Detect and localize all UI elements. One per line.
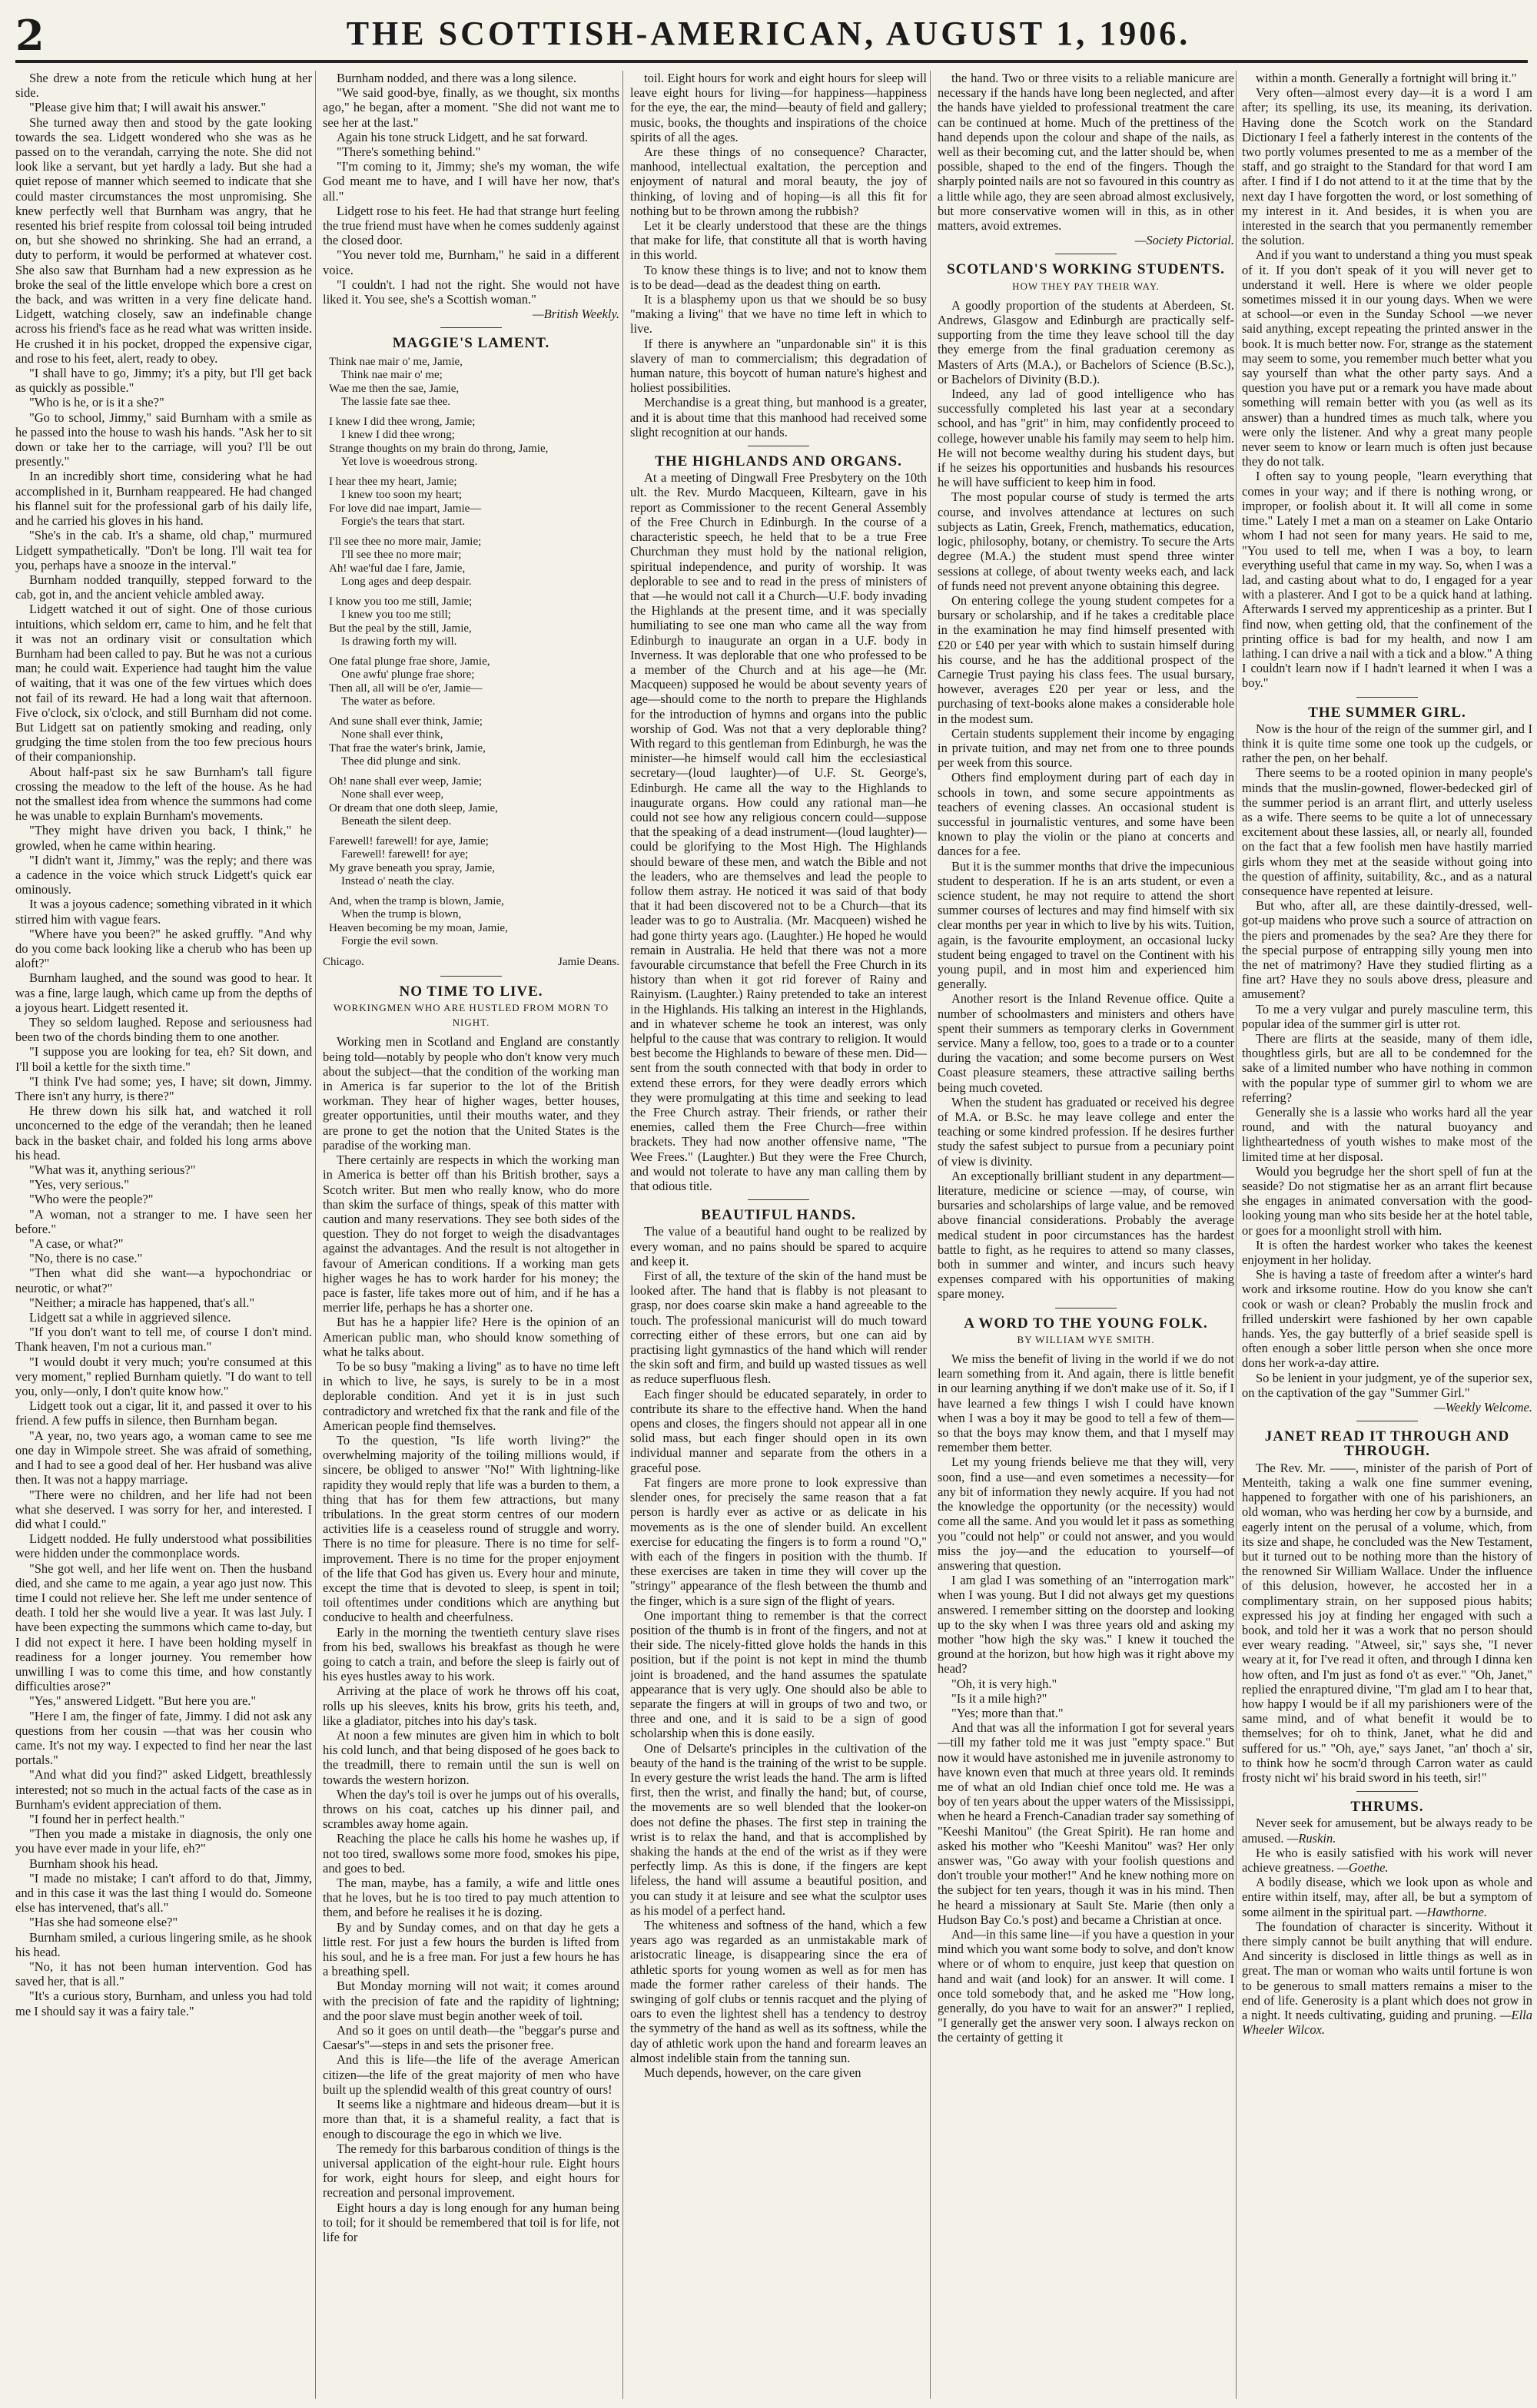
poem-line: Yet love is woeedrous strong.: [341, 456, 478, 469]
separator: [1356, 697, 1418, 698]
article-byline: BY WILLIAM WYE SMITH.: [1017, 1333, 1155, 1345]
poem-line: Farewell! farewell! for aye;: [341, 848, 469, 861]
poem-line: I'll see thee no more mair, Jamie;: [329, 535, 482, 548]
paragraph: Others find employment during part of each day in schools in town, and some secure appointments as teachers of evening classes. An occasional student is successful in journalistic ventures, and some have been known to play the violin or the piano at concerts and dances for a fee.: [938, 770, 1234, 859]
poem-line: Beneath the silent deep.: [341, 815, 452, 828]
paragraph: "A case, or what?": [29, 1236, 124, 1252]
poem-line: Strange thoughts on my brain do throng, Jamie,: [329, 442, 549, 455]
paragraph: "You never told me, Burnham," he said in a different voice.: [323, 247, 619, 277]
poem-line: But the peal by the still, Jamie,: [329, 622, 472, 635]
thrum-source: —Goethe.: [1337, 1859, 1389, 1875]
paragraph: About half-past six he saw Burnham's tall figure crossing the meadow to the left of the house. As he had not the smallest idea from whence the summons had come he was unable to explain Burnham's movements.: [15, 764, 312, 824]
paragraph: An exceptionally brilliant student in any department—literature, medicine or science —may, of course, win bursaries and scholarships of large value, and be removed above financial considerations. Probably the average medical student in poor circumstances has the hardest battle to fight, as he requires to attend so many classes, both in summer and winter, and incurs such heavy expenses compared with his opportunities of making spare money.: [938, 1168, 1234, 1302]
article-continuation: [1242, 71, 1532, 691]
paragraph: To be so busy "making a living" as to have no time left in which to live, he says, is surely to be in a most deplorable condition. And yet it is in just such contradictory and wretched fix that the rank and file of the American people find themselves.: [323, 1358, 619, 1433]
poem-stanza: [323, 775, 619, 829]
poem-title: MAGGIE'S LAMENT.: [392, 335, 550, 352]
paragraph: "She's in the cab. It's a shame, old chap," murmured Lidgett sympathetically. "Don't be long. I'll wait tea for you, perhaps have a snooze in the interval.": [15, 528, 312, 572]
column-divider: [622, 71, 623, 2399]
article-title: THE SUMMER GIRL.: [1308, 704, 1466, 721]
paragraph: It is a blasphemy upon us that we should be so busy "making a living" that we have no time left in which to live.: [630, 292, 927, 337]
paragraph: "Has she had someone else?": [29, 1915, 178, 1930]
paragraph: One of Delsarte's principles in the cultivation of the beauty of the hand is the training of the wrist to be supple. In every gesture the wrist leads the hand. The arm is lifted first, then the wrist, and finally the hand; but, of course, the movements are so well blended that the looker-on does not define the phases. The first step in training the wrist is to relax the hand, and that is accomplished by shaking the hands at the end of the wrist as if they were perfectly limp. As this is done, if the fingers are kept lifeless, the hand will assume a beautiful position, and you can study it at leisure and see what the sculptor uses as his model of a perfect hand.: [630, 1740, 927, 1918]
paragraph: At a meeting of Dingwall Free Presbytery on the 10th ult. the Rev. Murdo Macqueen, Kiltearn, gave in his report as Commissioner to the recent General Assembly of the Free Church in Edinburgh. In the course of a characteristic speech, he held that to be a true Free Churchman they must hold by the national religion, spiritual independence, and purity of worship. It was deplorable to see and to read in the press of ministers of that —he would not call it a Church—U.F. body invading the Highlands at the present time, and it was specially humiliating to see one man who came all the way from Edinburgh to inaugurate an organ in a U.F. body in Inverness. It was deplorable that one who professed to be a member of the Church and at his age—he (Mr. Macqueen) supposed he would be about seventy years of age—should come to the north to prepare the Highlands for the introduction of hymns and organs into the public worship of God. Was not that a very deplorable thing? With regard to this gentleman from Edinburgh, he was the minister—he himself would call him the ecclesiastical secretary—(loud laughter)—of U.F. St. George's, Edinburgh. He came all the way to the Highlands to inaugurate organs. How could any rational man—he could not see how any religious concern could—suppose that the speaking of a dead instrument—(loud laughter)—could be glorifying to the Most High. The Highlands should beware of these men, and watch the Bible and not the leaders, who are themselves and lead the people to follow them astray. He noticed it was said of that body that it had been discovered not to be a Church—that its leader was to go to Australia. (Mr. Macqueen) wished he had gone thirty years ago. (Laughter.) He hoped he would remain in Australia. He held that there was not a more favourable circumstance that befell the Free Church in its history than when it got rid forever of Rainy and Rainyism. (Laughter.) Rainy pretended to take an interest in the Highlands. His talking an interest in the Highlands, and in whatever scheme he took an interest, was only helpful to the cause that was contrary to religion. It would best become the Highlands to beware of these men. Did—sent from the south connected with that body in order to extend these errors, for they were deadly errors which they were promulgating at this time and seeking to lead the Free Church astray. Their friends, or rather their enemies, called them the Free Church—free within brackets. They had now another offensive name, "The Wee Frees." (Laughter.) But they were the Free Church, and would not tolerate to have any man calling them by that odious title.: [630, 470, 927, 1194]
thrum-source: —Ella Wheeler Wilcox.: [1242, 2008, 1532, 2038]
article-continuation: [630, 71, 927, 439]
poem-stanza: [323, 356, 619, 410]
paragraph: Eight hours a day is long enough for any human being to toil; for it should be remembered that toil is for life, not life for: [323, 2200, 619, 2244]
paragraph: Indeed, any lad of good intelligence who has successfully completed his last year at a secondary school, and has "grit" in him, may confidently proceed to college, however unable his family may seem to help him. He will not become wealthy during his student days, but if he seizes his opportunities and husbands his resources he will have sufficient to keep him in food.: [938, 386, 1234, 490]
paragraph: By and by Sunday comes, and on that day he gets a little rest. For just a few hours the burden is lifted from his soul, and he is a free man. For just a few hours he has a breathing spell.: [323, 1919, 619, 1979]
paragraph: In an incredibly short time, considering what he had accomplished in it, Burnham reappeared. He had changed his flannel suit for the professional garb of his daily life, and he carried his gloves in his hand.: [15, 469, 312, 529]
article-title: THRUMS.: [1350, 1799, 1424, 1816]
paragraph: "If you don't want to tell me, of course I don't mind. Thank heaven, I'm not a curious man.": [15, 1325, 312, 1355]
poem-signature: [323, 955, 619, 970]
paragraph: She turned away then and stood by the gate looking towards the sea. Lidgett wondered who she was as he passed on to the verandah, carrying the note. She did not look like a servant, but yet hardly a lady. But she had a quiet repose of manner which seemed to indicate that she could master circumstances the most unpromising. She knew perfectly well that Burnham was angry, that he resented his brief respite from colossal toil being intruded on, but she showed no shrinking. She had an errand, a duty to perform, it would be performed at whatever cost. She also saw that Burnham had a new expression as he broke the seal of the little envelope which bore a crest on the back, and was written in a very fine delicate hand. Lidgett, watching closely, saw an indefinable change across his friend's face as he read what was written inside. He crushed it in his pocket, dropped the expensive cigar, and rose to his feet, alert, ready to obey.: [15, 114, 312, 366]
paragraph: "Then what did she want—a hypochondriac or neurotic, or what?": [15, 1265, 312, 1295]
paragraph: There seems to be a rooted opinion in many people's minds that the muslin-gowned, flower-bedecked girl of the summer period is an arrant flirt, and utterly useless as a wife. There seems to be quite a lot of unnecessary excitement about these lassies, all, or nearly all, founded on the fact that a few foolish men have hastily married girls whom they met at the seaside without going into the question of affinity, suitability, &c., and as a natural consequence have repented at leisure.: [1242, 765, 1532, 898]
paragraph: Would you begrudge her the short spell of fun at the seaside? Do not stigmatise her as an arrant flirt because she engages in animated conversation with the good-looking young man who sits beside her at the hotel table, or goes for a moonlight stroll with him.: [1242, 1163, 1532, 1238]
column-4: [938, 71, 1234, 2399]
paragraph: Burnham laughed, and the sound was good to hear. It was a fine, large laugh, which came up from the depths of a joyous heart. Lidgett resented it.: [15, 970, 312, 1015]
article-continuation: [938, 71, 1234, 233]
paragraph: Reaching the place he calls his home he washes up, if not too tired, swallows some more food, smokes his pipe, and goes to bed.: [323, 1831, 619, 1876]
paragraph: There certainly are respects in which the working man in America is better off than his British brother, says a Scotch writer. But men who really know, who do more than skim the surface of things, speak of this matter with caution and many reservations. They see both sides of the question. They do not forget to weigh the disadvantages against the advantages. And the result is not altogether in favour of American conditions. If a working man gets higher wages he has to work harder for his money; the pace is faster, life takes more out of him, and if he has a merrier life, perhaps he has a shorter one.: [323, 1153, 619, 1315]
paragraph: the hand. Two or three visits to a reliable manicure are necessary if the hands have long been neglected, and after the hands have yielded to professional treatment the care can be continued at home. Much of the prettiness of the hand depends upon the colour and shape of the nails, as well as their becoming cut, and the latter should be, when possible, shaped to the end of the fingers. Though the sharply pointed nails are not so favoured in this country as a little while ago, they are seen abroad almost exclusively, but more conservative women will in this, as in other matters, avoid extremes.: [938, 71, 1234, 234]
paragraph: I am glad I was something of an "interrogation mark" when I was young. But I did not always get my questions answered. I remember sitting on the doorstep and looking up to the sky when I was three years old and asking my mother "how high the sky was." I knew it touched the ground at the horizon, but how high was it right above my head?: [938, 1573, 1234, 1677]
paragraph: So be lenient in your judgment, ye of the superior sex, on the captivation of the gay "Summer Girl.": [1242, 1370, 1532, 1400]
article-title: A WORD TO THE YOUNG FOLK.: [964, 1315, 1208, 1332]
thrum-text: A bodily disease, which we look upon as whole and entire within itself, may, after all, be but a symptom of some ailment in the spiritual part.: [1242, 1875, 1532, 1919]
paragraph: "A year, no, two years ago, a woman came to see me one day in Wimpole street. She was afraid of something, and I had to see a good deal of her. Her husband was alive then. It was not a happy marriage.: [15, 1428, 312, 1488]
thrum-source: —Hawthorne.: [1415, 1904, 1487, 1919]
paragraph: "We said good-bye, finally, as we thought, six months ago," he began, after a moment. "She did not want me to see her at the last.": [323, 85, 619, 130]
paragraph: "Yes; more than that.": [951, 1705, 1064, 1720]
article-body: [938, 298, 1234, 1302]
paragraph: "It's a curious story, Burnham, and unless you had told me I should say it was a fairy tale.": [15, 1988, 312, 2018]
poem-line: Wae me then the sae, Jamie,: [329, 382, 460, 395]
paragraph: "Where have you been?" he asked gruffly. "And why do you come back looking like a cherub who has been up aloft?": [15, 926, 312, 971]
poem-line: Then all, all will be o'er, Jamie—: [329, 682, 483, 695]
thrum-source: —Ruskin.: [1286, 1830, 1336, 1846]
article-body: [1242, 721, 1532, 1400]
paragraph: It is often the hardest worker who takes the keenest enjoyment in her holiday.: [1242, 1237, 1532, 1268]
paragraph: He threw down his silk hat, and watched it roll unconcerned to the edge of the verandah; then he leaned back in the basket chair, and folded his long arms above his head.: [15, 1103, 312, 1163]
poem-line: I'll see thee no more mair;: [341, 549, 462, 562]
paragraph: "And what did you find?" asked Lidgett, breathlessly interested; not so much in the actual facts of the case as in Burnham's evident appreciation of them.: [15, 1767, 312, 1812]
paragraph: And—in this same line—if you have a question in your mind which you want some body to solve, and don't know where or of whom to enquire, just keep that question on hand and wait (and look) for an answer. It will come. I once told somebody that, and he asked me "How long, generally, do you have to wait for an answer?" I replied, "I generally get the answer very soon. I always reckon on the certainty of getting it: [938, 1926, 1234, 2045]
poem-line: Think nae mair o' me, Jamie,: [329, 355, 463, 368]
paragraph: Burnham smiled, a curious lingering smile, as he shook his head.: [15, 1929, 312, 1959]
paragraph: I often say to young people, "learn everything that comes in your way; and if there is nothing wrong, or improper, or foolish about it. It will all come in some time." Lately I met a man on a steamer on Lake Ontario whom I had not seen for many years. He said to me, "You used to tell me, when I was a boy, to learn everything useful that came in my way. So, when I was a lad, and casting about what to do, I engaged for a year with a plasterer. And I got to be a quick hand at lathing. Afterwards I served my apprenticeship as a printer. But I find now, when getting old, that the confinement of the printing office is bad for my health, and now I am lathing. I can drive a nail with a tick and a blow." A thing I couldn't learn now if I hadn't learned it when I was a boy.": [1242, 469, 1532, 691]
paragraph: When the day's toil is over he jumps out of his overalls, throws on his coat, catches up his dinner pail, and scrambles away home again.: [323, 1786, 619, 1832]
poem-line: Is drawing forth my will.: [341, 635, 457, 648]
poem-line: The water as before.: [341, 695, 436, 708]
article-body: [630, 470, 927, 1193]
poem-line: I knew you too me still;: [341, 609, 451, 622]
article-body: [938, 1352, 1234, 2045]
poem-line: Forgie the evil sown.: [341, 935, 439, 948]
article-body: [1242, 1461, 1532, 1785]
poem-line: One awfu' plunge frae shore;: [341, 668, 475, 682]
paragraph: Arriving at the place of work he throws off his coat, rolls up his sleeves, knits his brow, grits his teeth, and, like a gladiator, pitches into his day's task.: [323, 1683, 619, 1728]
paragraph: Lidgett took out a cigar, lit it, and passed it over to his friend. A few puffs in silence, then Burnham began.: [15, 1398, 312, 1428]
poem-stanza: [323, 476, 619, 529]
paragraph: "They might have driven you back, I think," he growled, when he came within hearing.: [15, 823, 312, 853]
paragraph: But who, after all, are these daintily-dressed, well-got-up maidens who prove such a source of attraction on the piers and promenades by the sea? Are they there for the special purpose of entrapping silly young men into the net of matrimony? Have they studied flirting as a fine art? Have they no souls above dress, pleasure and amusement?: [1242, 898, 1532, 1002]
poem-line: I knew too soon my heart;: [341, 489, 463, 502]
article-title: BEAUTIFUL HANDS.: [701, 1207, 856, 1224]
paragraph: Let my young friends believe me that they will, very soon, find a use—and even sometimes a necessity—for any bit of information they newly acquire. If you had not the knowledge the opportunity (or the necessity) would come all the same. And you would let it pass as something you "could not help" or could not answer, and you would miss the joy—and the education to yourself—of answering that question.: [938, 1454, 1234, 1573]
paragraph: Working men in Scotland and England are constantly being told—notably by people who don't know very much about the subject—that the condition of the working man in America is far superior to the lot of the British workman. They hear of higher wages, better houses, greater opportunities, until their mouths water, and they are prone to get the notion that the United States is the paradise of the working man.: [323, 1034, 619, 1153]
paragraph: The most popular course of study is termed the arts course, and involves attendance at lectures on such subjects as Latin, Greek, French, mathematics, education, logic, philosophy, botany, or chemistry. To secure the Arts degree (M.A.) the student must spend three winter sessions at college, of about twenty weeks each, and lack of funds need not prevent anyone obtaining this degree.: [938, 489, 1234, 593]
article-title: JANET READ IT THROUGH AND THROUGH.: [1264, 1428, 1510, 1460]
poem-stanza: [323, 595, 619, 649]
paragraph: Burnham shook his head.: [29, 1856, 158, 1871]
paragraph: "A woman, not a stranger to me. I have seen her before.": [15, 1206, 312, 1236]
paragraph: "Is it a mile high?": [951, 1690, 1047, 1706]
separator: [748, 1199, 809, 1200]
paragraph: And so it goes on until death—the "beggar's purse and Caesar's"—steps in and sets the prisoner free.: [323, 2023, 619, 2053]
thrum-item: [1242, 1919, 1532, 2038]
paragraph: Now is the hour of the reign of the summer girl, and I think it is quite time some one took up the cudgels, or rather the pen, on her behalf.: [1242, 721, 1532, 766]
article-subtitle: HOW THEY PAY THEIR WAY.: [1012, 280, 1160, 292]
paragraph: "I'm coming to it, Jimmy; she's my woman, the wife God meant me to have, and I will have her now, that's all.": [323, 159, 619, 204]
paragraph: Lidgett rose to his feet. He had that strange hurt feeling the true friend must have when he comes suddenly against the closed door.: [323, 203, 619, 248]
paragraph: Fat fingers are more prone to look expressive than slender ones, for precisely the same reason that a fat person is hardly ever as active or as delicate in his movements as is the one of slender build. An excellent exercise for educating the fingers is to form a round "O," with each of the fingers in position with the thumb. If these exercises are taken in time they will cover up the "stringy" appearance of the flesh between the thumb and the finger, which is a sure sign of the flight of years.: [630, 1474, 927, 1608]
paragraph: within a month. Generally a fortnight will bring it.": [1256, 71, 1517, 85]
poem-line: Oh! nane shall ever weep, Jamie;: [329, 774, 483, 788]
paragraph: "I made no mistake; I can't afford to do that, Jimmy, and in this case it was the last thing I would do. Someone else has intervened, that's all.": [15, 1870, 312, 1915]
column-divider: [1236, 71, 1237, 2399]
separator: [440, 327, 502, 328]
thrum-text: The foundation of character is sincerity. Without it there simply cannot be built anything that will endure. And sincerity is disclosed in little things as well as in great. The man or woman who waits until fortune is won to be generous to small matters remains a miser to the end of life. Generosity is a plant which does not grow in a night. It needs cultivating, guiding and pruning.: [1242, 1919, 1532, 2022]
poem-line: Long ages and deep despair.: [341, 575, 472, 589]
paragraph: "I found her in perfect health.": [29, 1811, 185, 1826]
paragraph: It seems like a nightmare and hideous dream—but it is more than that, it is a shameful reality, a fact that is enough to discourage the ego in which we live.: [323, 2097, 619, 2141]
poem-stanza: [323, 416, 619, 469]
paragraph: First of all, the texture of the skin of the hand must be looked after. The hand that is flabby is not pleasant to grasp, nor does coarse skin make a hand agreeable to the touch. The professional manicurist will do much toward correcting either of these errors, but one can aid by practising light gymnastics of the hand which will render the skin soft and firm, and build up wasted tissues as well as reduce superfluous flesh.: [630, 1269, 927, 1387]
poem-author: Jamie Deans.: [558, 955, 619, 968]
paragraph: If there is anywhere an "unpardonable sin" it is this slavery of man to commercialism; this degradation of human nature, this boycott of human nature's highest and holiest possibilities.: [630, 336, 927, 396]
paragraph: toil. Eight hours for work and eight hours for sleep will leave eight hours for living—for happiness—happiness for the eye, the ear, the mind—beauty of field and gallery; music, books, the thoughts and inspirations of the choice spirits of all the ages.: [630, 71, 927, 144]
column-divider: [930, 71, 931, 2399]
poem-line: Farewell! farewell! for aye, Jamie;: [329, 834, 489, 847]
poem-line: My grave beneath you spray, Jamie,: [329, 861, 496, 874]
paragraph: Very often—almost every day—it is a word I am after; its spelling, its use, its meaning, its derivation. Having done the Scotch work on the Standard Dictionary I feel a fatherly interest in the contents of the two portly volumes presented to me as a member of the staff, and go straight to the Standard for that word I am after. I find if I do not attend to it at the time that by the next day I have forgotten the word, or lost something of my interest in it. And besides, it is when you are interested in the search that you permanently remember the solution.: [1242, 85, 1532, 248]
paragraph: "I would doubt it very much; you're consumed at this very moment," replied Burnham quietly. "I do want to tell you, only—only, I don't quite know how.": [15, 1354, 312, 1399]
thrum-item: [1242, 1875, 1532, 1919]
paragraph: "Neither; a miracle has happened, that's all.": [29, 1295, 255, 1310]
paragraph: "She got well, and her life went on. Then the husband died, and she came to me again, a year ago just now. This time I could not relieve her. She left me under sentence of death. I told her she would live a year. It was last July. I have been expecting the summons which came to-day, but I did not expect it here. I have been holding myself in readiness for a longer journey. You remember how unwilling I was to come this time, and how constantly difficulties arose?": [15, 1561, 312, 1694]
paragraph: Certain students supplement their income by engaging in private tuition, and may net from one to three pounds per week from this source.: [938, 725, 1234, 771]
paragraph: But has he a happier life? Here is the opinion of an American public man, who should know something of what he talks about.: [323, 1315, 619, 1359]
paragraph: On entering college the young student competes for a bursary or scholarship, and if he takes a creditable place in the examination he may find himself presented with £20 or £40 per year with which to sustain himself during his course, and he has the additional prospect of the Carnegie Trust paying his class fees. The usual bursary, however, averages £20 per year or less, and the purchasing of text-books alone makes a considerable hole in the modest sum.: [938, 592, 1234, 726]
column-1: [15, 71, 312, 2399]
paragraph: The Rev. Mr. ——, minister of the parish of Port of Menteith, taking a walk one fine summer evening, happened to forgather with one of his parishioners, an old woman, who was herding her cow by a burnside, and eagerly intent on the perusal of a volume, which, from its size and shape, he concluded was the New Testament, but it turned out to be nothing more than the history of the renowned Sir William Wallace. Under the influence of this delusion, however, he accosted her in a complimentary strain, on her supposed pious habits; expressed his joy at finding her engaged with such a book, and told her it was a work that no person should ever weary reading. "Atweel, sir," says she, "I never weary at it, for I've read it often, and through I dinna ken how often, and I'm just as fond o't as ever." "Oh, Janet," replied the enraptured divine, "I'm glad am I to hear that, how happy I would be if all my parishioners were of the same mind, and of what benefit it would be to themselves; for oh to think, Janet, what he did and suffered for us." "Oh, aye," says Janet, "an' thoch a' sir, to think how he socm'd through Carron water as cauld frosty nicht wi' his braid sword in his teeth, sir!": [1242, 1460, 1532, 1785]
poem-stanza: [323, 895, 619, 949]
column-3: [630, 71, 927, 2399]
thrum-item: [1242, 1846, 1532, 1875]
poem-line: Forgie's the tears that start.: [341, 516, 466, 529]
poem-line: The lassie fate sae thee.: [341, 396, 451, 409]
source-credit: —Society Pictorial.: [1134, 233, 1234, 248]
paragraph: To the question, "Is life worth living?" the overwhelming majority of the toiling millions would, if sincere, be obliged to answer "No!" With lightning-like rapidity they would reply that life was a burden to them, a thing that has for them few attractions, but many tribulations. In the great storm centres of our modern activities life is a ceaseless round of struggle and worry. There is no time for pleasure. There is no time for self-improvement. There is no time for the proper enjoyment of the life that God has given us. Every hour and minute, except the time that is devoted to sleep, is spent in toil; toil oftentimes under conditions which are anything but conducive to health and cheerfulness.: [323, 1432, 619, 1625]
paragraph: "I suppose you are looking for tea, eh? Sit down, and I'll boil a kettle for the sixth time.": [15, 1044, 312, 1074]
masthead: [0, 0, 1537, 61]
paragraph: And that was all the information I got for several years—till my father told me it was just "empty space." But now it would have astonished me in juvenile astronomy to have known even that much at three years old. It reminds me of what an old Indian chief once told me. He was a boy of ten years about the upper waters of the Mississippi, when he heard a French-Canadian trader say something of "Keeshi Manitou" (the Great Spirit). He ran home and asked his mother who "Keeshi Manitou" was? Her only answer was, "Go away with your foolish questions and don't trouble your mother!" And he knew nothing more on the subject for ten years, though it was in his mind. Then he heard a missionary at Sault Ste. Marie (then only a Hudson Bay Co.'s post) and became a Christian at once.: [938, 1720, 1234, 1927]
poem-line: When the trump is blown,: [341, 908, 462, 921]
thrum-text: He who is easily satisfied with his work will never achieve greatness.: [1242, 1845, 1532, 1875]
paragraph: To me a very vulgar and purely masculine term, this popular idea of the summer girl is utter rot.: [1242, 1001, 1532, 1031]
source-credit: —British Weekly.: [532, 307, 619, 322]
poem-line: And sune shall ever think, Jamie;: [329, 715, 483, 728]
poem-body: [323, 356, 619, 949]
paragraph: Much depends, however, on the care given: [644, 2065, 861, 2081]
poem-line: And, when the tramp is blown, Jamie,: [329, 894, 504, 907]
article-title: NO TIME TO LIVE.: [399, 983, 543, 1000]
poem-line: Think nae mair o' me;: [341, 369, 443, 382]
paragraph: Burnham nodded, and there was a long silence.: [337, 71, 577, 85]
paragraph: "Go to school, Jimmy," said Burnham with a smile as he passed into the house to wash his hands. "Ask her to sit down or take her to the carriage, will you? I'll be out presently.": [15, 410, 312, 469]
paragraph: "No, there is no case.": [29, 1251, 143, 1266]
paragraph: "I didn't want it, Jimmy," was the reply; and there was a cadence in the voice which struck Lidgett's quick ear ominously.: [15, 852, 312, 897]
paragraph: She drew a note from the reticule which hung at her side.: [15, 71, 312, 101]
page-number: 2: [15, 11, 45, 60]
separator: [440, 976, 502, 977]
paragraph: Let it be clearly understood that these are the things that make for life, that constitute all that is worth having in this world.: [630, 218, 927, 263]
thrum-item: [1242, 1816, 1532, 1845]
poem-line: Instead o' neath the clay.: [341, 875, 455, 888]
poem-line: Thee did plunge and sink.: [341, 755, 461, 768]
poem-stanza: [323, 655, 619, 709]
paragraph: She is having a taste of freedom after a winter's hard work and irksome routine. How do you know she can't cook or wash or clean? Probably the muslin frock and frilled underskirt were fashioned by her own capable hands. Yes, the gay butterfly of a brief seaside spell is often enough a sober little person when she once more dons her work-a-day attire.: [1242, 1267, 1532, 1371]
paragraph: "Yes, very serious.": [29, 1177, 130, 1192]
paragraph: And this is life—the life of the average American citizen—the life of the great majority of men who have built up the splendid wealth of this great country of ours!: [323, 2052, 619, 2097]
paragraph: "Who were the people?": [29, 1192, 154, 1207]
poem-line: None shall ever think,: [341, 728, 443, 741]
thrum-text: Never seek for amusement, but be always ready to be amused.: [1242, 1816, 1532, 1846]
paragraph: Merchandise is a great thing, but manhood is a greater, and it is about time that this manhood had received some slight recognition at our hands.: [630, 395, 927, 439]
paragraph: "No, it has not been human intervention. God has saved her, that is all.": [15, 1959, 312, 1989]
paragraph: But Monday morning will not wait; it comes around with the precision of fate and the rapidity of lightning; and the poor slave must begin another week of toil.: [323, 1978, 619, 2023]
newspaper-title: THE SCOTTISH-AMERICAN, AUGUST 1, 1906.: [346, 15, 1191, 52]
paragraph: "I couldn't. I had not the right. She would not have liked it. You see, she's a Scottish woman.": [323, 277, 619, 307]
paragraph: "What was it, anything serious?": [29, 1163, 196, 1178]
paragraph: When the student has graduated or received his degree of M.A. or B.Sc. he may leave college and enter the teaching or some kindred profession. If he desires further study the safest subject to pursue from a pecuniary point of view is divinity.: [938, 1094, 1234, 1169]
poem-line: Heaven becoming be my moan, Jamie,: [329, 921, 508, 934]
paragraph: "Then you made a mistake in diagnosis, the only one you have ever made in your life, eh?": [15, 1826, 312, 1856]
article-title: THE HIGHLANDS AND ORGANS.: [655, 453, 902, 470]
story-continuation: [15, 71, 312, 2018]
paragraph: "I shall have to go, Jimmy; it's a pity, but I'll get back as quickly as possible.": [15, 366, 312, 396]
paragraph: Lidgett watched it out of sight. One of those curious intuitions, which seldom err, came to him, and he felt that it was not an ordinary visit or consultation which Burnham had been called to pay. But he was not a curious man; he could wait. Experience had taught him the value of waiting, that it was one of the few virtues which does not fail of its reward. He had a long wait that afternoon. Five o'clock, six o'clock, and still Burnham did not come. But Lidgett sat on patiently smoking and reading, only grudging the time stolen from the too few precious hours of their companionship.: [15, 602, 312, 765]
poem-line: I knew I did thee wrong;: [341, 429, 455, 442]
paragraph: Lidgett nodded. He fully understood what possibilities were hidden under the commonplace words.: [15, 1531, 312, 1561]
article-subtitle: WORKINGMEN WHO ARE HUSTLED FROM MORN TO NIGHT.: [333, 1002, 609, 1029]
paragraph: Each finger should be educated separately, in order to contribute its share to the effective hand. When the hand opens and closes, the fingers should not appear all in one solid mass, but each finger should open in its own individual manner and separate from the others in a graceful pose.: [630, 1386, 927, 1475]
poem-line: Or dream that one doth sleep, Jamie,: [329, 801, 498, 814]
story-conclusion: [323, 71, 619, 307]
poem-line: None shall ever weep,: [341, 788, 444, 801]
paragraph: It was a joyous cadence; something vibrated in it which stirred him with vague fears.: [15, 897, 312, 927]
article-body: [630, 1224, 927, 2080]
column-divider: [315, 71, 316, 2399]
paragraph: To know these things is to live; and not to know them is to be dead—dead as the deadest thing on earth.: [630, 262, 927, 292]
paragraph: But it is the summer months that drive the impecunious student to desperation. If he is an arts student, or even a science student, he may not require to attend the short summer courses of lectures and may find himself with six clear months per year in which to live by his wits. Tuition, again, is the favourite employment, an occasional lucky student being engaged to travel on the Continent with his young pupil, and in most him and experienced him generally.: [938, 858, 1234, 992]
column-2: [323, 71, 619, 2399]
paragraph: Another resort is the Inland Revenue office. Quite a number of schoolmasters and ministers and others have spent their summers as temporary clerks in Government service. Many a fellow, too, goes to a trade or to a counter during the vacation; and some become pursers on West Coast pleasure steamers, these attractive sailing berths being much coveted.: [938, 991, 1234, 1095]
paragraph: Generally she is a lassie who works hard all the year round, and with the natural buoyancy and lightheartedness of youth wishes to make most of the limited time at her disposal.: [1242, 1105, 1532, 1164]
separator: [1356, 1791, 1418, 1792]
paragraph: A goodly proportion of the students at Aberdeen, St. Andrews, Glasgow and Edinburgh are practically self-supporting from the time they leave school till the day they emerge from the final graduation ceremony as Masters of Arts (M.A.), or Bachelors of Science (B.Sc.), or Bachelors of Divinity (B.D.).: [938, 297, 1234, 386]
poem-line: I hear thee my heart, Jamie;: [329, 475, 457, 488]
paragraph: "Oh, it is very high.": [951, 1676, 1057, 1691]
paragraph: The whiteness and softness of the hand, which a few years ago was regarded as an unmistakable mark of aristocratic lineage, is disappearing since the era of athletic sports for young women as well as for men has made the former rather careless of their hands. The swinging of golf clubs or tennis racquet and the plying of oars to even the lightest shell has a tendency to destroy the symmetry of the hand as well as its softness, while the day of athletic work upon the hand and forearm leaves an almost indelible stain from the tanning sun.: [630, 1917, 927, 2065]
paragraph: "There were no children, and her life had not been what she deserved. I was sorry for her, and interested. I did what I could.": [15, 1487, 312, 1531]
paragraph: We miss the benefit of living in the world if we do not learn something from it. And again, there is little benefit in our learning anything if we don't make use of it. So, if I have learned a few things I wish I could have known when I was a boy it may be good to tell a few of them—so that the boys may know them, and that I myself may remember them better.: [938, 1352, 1234, 1455]
thrums-list: [1242, 1816, 1532, 2037]
paragraph: "Please give him that; I will await his answer.": [29, 100, 267, 115]
paragraph: Are these things of no consequence? Character, manhood, intellectual exaltation, the perception and enjoyment of natural and moral beauty, the joy of thinking, of loving and of hoping—is all this fit for nothing but to be thrown among the rubbish?: [630, 144, 927, 218]
poem-place: Chicago.: [323, 955, 364, 968]
poem-line: Ah! wae'ful dae I fare, Jamie,: [329, 562, 466, 575]
paragraph: And if you want to understand a thing you must speak of it. If you don't speak of it you will never get to understand it well. Here is where we older people sometimes missed it in our young days. When we were at school—or even in the Sunday School —we never said anything, except repeating the printed answer in the book. It is much better now. For, strange as the statement may seem to some, you remember much better what you say yourself than what the other party says. And a question you have put or a remark you have made about something will remain better with you (as well as its answer) than a hundred times as much talk, where you were only the listener. And why a great many people never seem to know or learn much is often just because they do not talk.: [1242, 247, 1532, 469]
paragraph: They so seldom laughed. Repose and seriousness had been two of the chords binding them to one another.: [15, 1015, 312, 1045]
paragraph: One important thing to remember is that the correct position of the thumb is in front of the fingers, and not at their side. The nicely-fitted glove holds the hands in this position, but if the point is not kept in mind the thumb joint is broadened, and the hand assumes the spatulate appearance that is very ugly. One should also be able to separate the fingers at will in groups of two and two, or three and one, and it is said to be a sign of good scholarship when this is done easily.: [630, 1607, 927, 1741]
poem-line: I know you too me still, Jamie;: [329, 595, 473, 608]
poem-line: One fatal plunge frae shore, Jamie,: [329, 655, 490, 668]
paragraph: Again his tone struck Lidgett, and he sat forward.: [337, 129, 589, 144]
paragraph: "Yes," answered Lidgett. "But here you are.": [29, 1693, 257, 1709]
paragraph: "Who is he, or is it a she?": [29, 395, 164, 410]
poem-line: For love did nae impart, Jamie—: [329, 502, 482, 515]
paragraph: At noon a few minutes are given him in which to bolt his cold lunch, and that being disposed of he goes back to the treadmill, there to remain until the sun is well on towards the western horizon.: [323, 1728, 619, 1787]
article-body: [323, 1034, 619, 2244]
column-5: [1242, 71, 1532, 2399]
paragraph: "There's something behind.": [337, 144, 481, 160]
article-title: SCOTLAND'S WORKING STUDENTS.: [947, 261, 1225, 278]
poem-line: That frae the water's brink, Jamie,: [329, 741, 486, 755]
paragraph: Early in the morning the twentieth century slave rises from his bed, swallows his breakfast as though he were going to catch a train, and before the sleep is fairly out of his eyes hustles away to his work.: [323, 1624, 619, 1684]
paragraph: "Here I am, the finger of fate, Jimmy. I did not ask any questions from her cousin —that was her cousin who came. It's not my way. I expected to find her near the last portals.": [15, 1708, 312, 1768]
paragraph: The man, maybe, has a family, a wife and little ones that he loves, but he is too tired to pay much attention to them, and before he realises it he is dozing.: [323, 1876, 619, 1920]
paragraph: The remedy for this barbarous condition of things is the universal application of the eight-hour rule. Eight hours for work, eight hours for sleep, and eight hours for recreation and personal improvement.: [323, 2141, 619, 2201]
poem-stanza: [323, 536, 619, 589]
poem-stanza: [323, 835, 619, 889]
paragraph: Burnham nodded tranquilly, stepped forward to the cab, got in, and the ancient vehicle ambled away.: [15, 572, 312, 602]
source-credit: —Weekly Welcome.: [1434, 1400, 1532, 1415]
paragraph: Lidgett sat a while in aggrieved silence.: [29, 1310, 231, 1325]
poem-stanza: [323, 715, 619, 769]
poem-line: I knew I did thee wrong, Jamie;: [329, 415, 476, 428]
paragraph: The value of a beautiful hand ought to be realized by every woman, and no pains should be spared to acquire and keep it.: [630, 1224, 927, 1269]
masthead-rule: [15, 60, 1528, 63]
paragraph: "I think I've had some; yes, I have; sit down, Jimmy. There isn't any hurry, is there?": [15, 1073, 312, 1104]
paragraph: There are flirts at the seaside, many of them idle, thoughtless girls, but are all to be condemned for the sake of a limited number who have nothing in common with the popular type of summer girl to whom we are referring?: [1242, 1031, 1532, 1105]
